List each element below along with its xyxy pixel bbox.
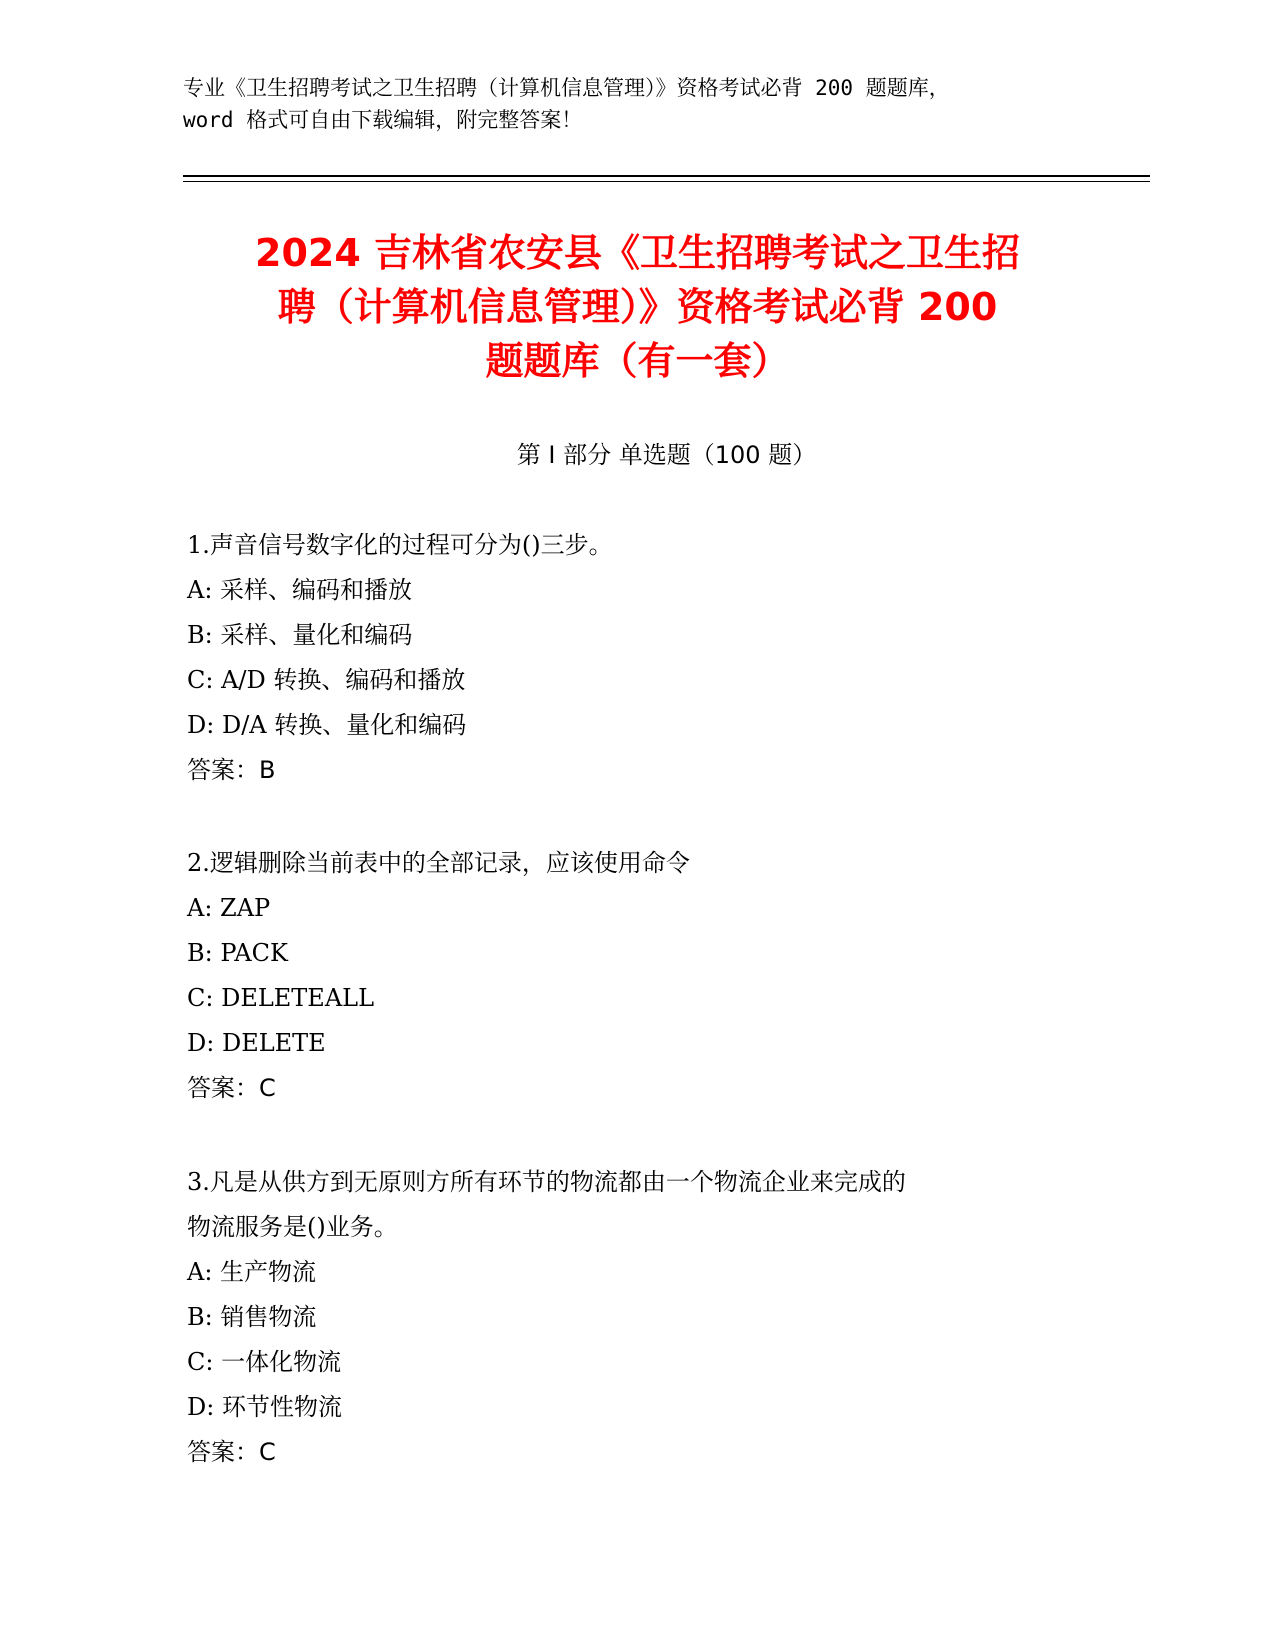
question-3 <box>187 1160 1087 1475</box>
option-d: D: 环节性物流 <box>187 1393 342 1421</box>
document-title-line2: 聘（计算机信息管理）》资格考试必背 200 <box>277 285 998 329</box>
answer: 答案：C <box>187 1074 276 1102</box>
question-2 <box>187 841 1087 1111</box>
divider-thick <box>183 175 1150 177</box>
option-c: C: DELETEALL <box>187 984 375 1012</box>
section-title: 第 I 部分 单选题（100 题） <box>516 441 817 469</box>
document-title <box>160 226 1115 388</box>
option-c: C: 一体化物流 <box>187 1348 342 1376</box>
option-b: B: 销售物流 <box>187 1303 317 1331</box>
header-note-line1: 专业《卫生招聘考试之卫生招聘（计算机信息管理）》资格考试必背 200 题题库， <box>183 76 950 100</box>
option-b: B: 采样、量化和编码 <box>187 621 413 649</box>
question-stem-line1: 3.凡是从供方到无原则方所有环节的物流都由一个物流企业来完成的 <box>187 1168 906 1196</box>
option-a: A: 生产物流 <box>187 1258 317 1286</box>
document-title-line3: 题题库（有一套） <box>485 339 790 383</box>
answer: 答案：B <box>187 756 276 784</box>
option-a: A: 采样、编码和播放 <box>187 576 413 604</box>
divider-thin <box>183 181 1150 182</box>
header-note-line2: word 格式可自由下载编辑，附完整答案！ <box>183 108 583 132</box>
answer: 答案：C <box>187 1438 276 1466</box>
document-title-line1: 2024 吉林省农安县《卫生招聘考试之卫生招 <box>255 231 1020 275</box>
option-c: C: A/D 转换、编码和播放 <box>187 666 466 694</box>
question-stem: 2.逻辑删除当前表中的全部记录，应该使用命令 <box>187 849 690 877</box>
header-note <box>183 72 1083 136</box>
option-a: A: ZAP <box>187 894 271 922</box>
question-stem: 1.声音信号数字化的过程可分为()三步。 <box>187 531 613 559</box>
option-d: D: D/A 转换、量化和编码 <box>187 711 467 739</box>
option-d: D: DELETE <box>187 1029 326 1057</box>
question-1 <box>187 523 1087 793</box>
option-b: B: PACK <box>187 939 288 967</box>
question-stem-line2: 物流服务是()业务。 <box>187 1213 398 1241</box>
